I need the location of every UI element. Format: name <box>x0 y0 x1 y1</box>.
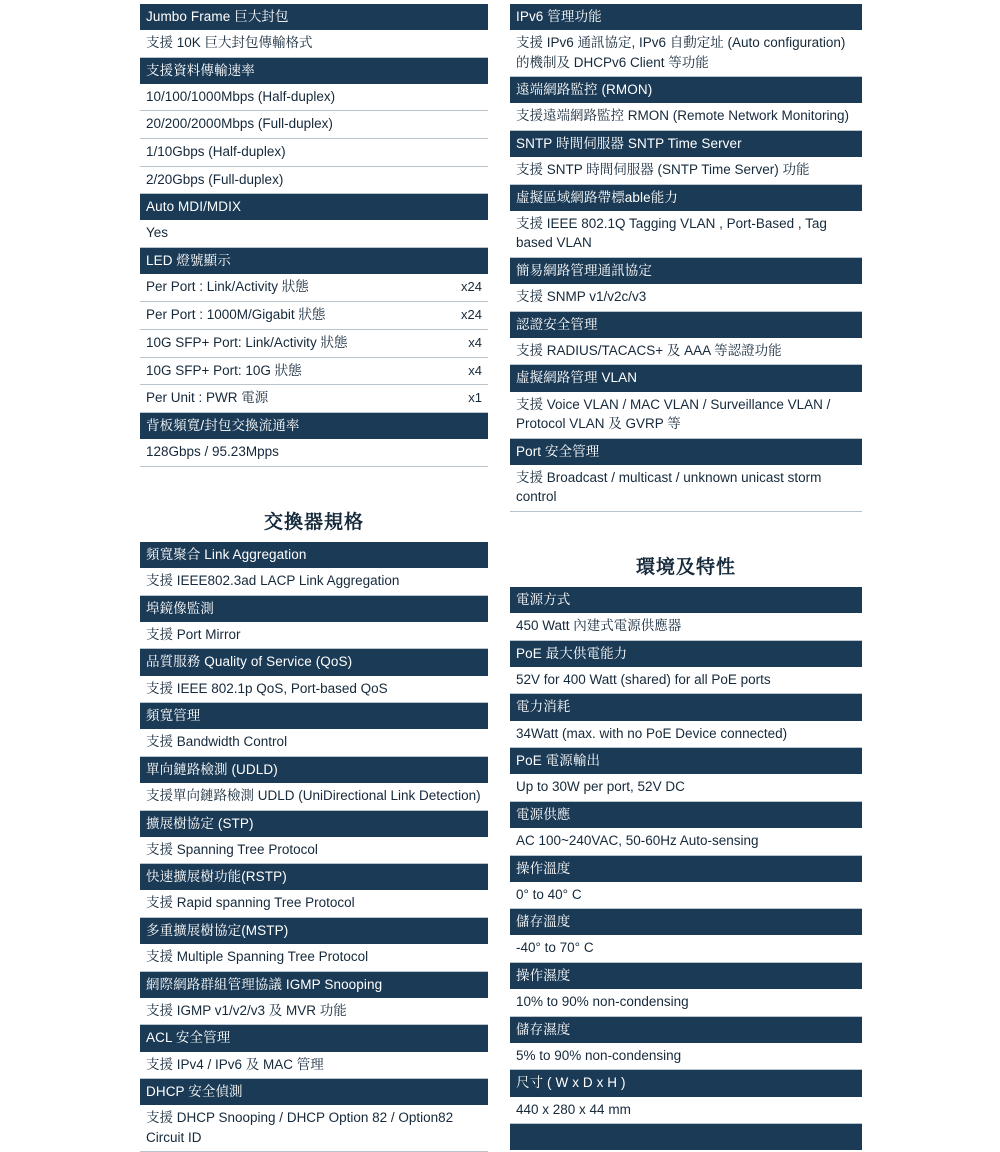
spec-value-text: 128Gbps / 95.23Mpps <box>146 444 279 460</box>
spec-value-text: 10% to 90% non-condensing <box>516 994 689 1010</box>
spec-category-header: 簡易網路管理通訊協定 <box>510 258 862 284</box>
section-title: 交換器規格 <box>263 511 364 533</box>
spec-value-row <box>140 111 488 139</box>
spec-value-text: 支援 IPv4 / IPv6 及 MAC 管理 <box>146 1056 324 1072</box>
spec-value-row <box>140 439 488 467</box>
spec-value-text: 支援單向鏈路檢測 UDLD (UniDirectional Link Detection) <box>146 787 481 803</box>
spec-category-header: 擴展樹協定 (STP) <box>140 811 488 837</box>
spec-value-text: 支援 Multiple Spanning Tree Protocol <box>146 949 369 965</box>
spec-value-row <box>140 30 488 58</box>
spec-value-row <box>510 721 862 749</box>
spec-value-text: 0° to 40° C <box>516 886 582 902</box>
spec-category-header: 尺寸 ( W x D x H ) <box>510 1070 862 1096</box>
spec-value-text: 52V for 400 Watt (shared) for all PoE ports <box>516 671 771 687</box>
spec-value-row <box>510 667 862 695</box>
spec-category-header: 認證安全管理 <box>510 312 862 338</box>
spec-value-row <box>140 676 488 704</box>
spec-category-header: 多重擴展樹協定(MSTP) <box>140 918 488 944</box>
spec-value-row <box>510 828 862 856</box>
spec-value-text: 10/100/1000Mbps (Half-duplex) <box>146 88 336 104</box>
spec-quantity: x24 <box>461 306 482 322</box>
section-gap <box>140 467 488 481</box>
spec-value-text: 支援 IEEE 802.1Q Tagging VLAN , Port-Based , Tag based VLAN <box>516 215 827 251</box>
spec-value-text: Up to 30W per port, 52V DC <box>516 779 685 795</box>
spec-value-text: 支援 Bandwidth Control <box>146 734 288 750</box>
spec-value-text: 34Watt (max. with no PoE Device connected) <box>516 725 788 741</box>
spec-category-header: 頻寬聚合 Link Aggregation <box>140 542 488 568</box>
spec-value-text: 支援 Spanning Tree Protocol <box>146 841 318 857</box>
spec-quantity: x4 <box>468 362 482 378</box>
spec-category-header: 虛擬區域網路帶標able能力 <box>510 185 862 211</box>
spec-value-text: Per Port : 1000M/Gigabit 狀態 <box>146 306 326 322</box>
spec-value-row <box>140 139 488 167</box>
spec-value-text: 10G SFP+ Port: Link/Activity 狀態 <box>146 334 348 350</box>
spec-value-row <box>140 783 488 811</box>
spec-value-text: 支援 Broadcast / multicast / unknown unicast storm control <box>516 469 822 505</box>
spec-value-row <box>510 882 862 910</box>
spec-value-row <box>510 935 862 963</box>
spec-value-text: 5% to 90% non-condensing <box>516 1047 682 1063</box>
spec-value-text: 450 Watt 內建式電源供應器 <box>516 618 682 634</box>
spec-value-row <box>140 84 488 112</box>
spec-value-text: 支援 Rapid spanning Tree Protocol <box>146 895 355 911</box>
spec-value-text: Yes <box>146 225 169 241</box>
spec-value-row <box>140 837 488 865</box>
spec-value-row <box>510 774 862 802</box>
spec-category-header: 電源供應 <box>510 802 862 828</box>
spec-value-text: 支援 10K 巨大封包傳輸格式 <box>146 35 313 51</box>
spec-value-row <box>510 989 862 1017</box>
spec-value-row <box>140 998 488 1026</box>
spec-value-row <box>140 729 488 757</box>
spec-category-header: PoE 最大供電能力 <box>510 641 862 667</box>
spec-value-text: 440 x 280 x 44 mm <box>516 1101 631 1117</box>
spec-category-header: 網際網路群組管理協議 IGMP Snooping <box>140 972 488 998</box>
spec-value-text: -40° to 70° C <box>516 940 594 956</box>
spec-value-row <box>510 284 862 312</box>
spec-value-text: 10G SFP+ Port: 10G 狀態 <box>146 362 302 378</box>
spec-category-header: 電力消耗 <box>510 694 862 720</box>
spec-value-row <box>140 220 488 248</box>
section-title: 環境及特性 <box>635 557 736 578</box>
right-spec-column <box>510 4 862 1152</box>
spec-value-row <box>510 1043 862 1071</box>
spec-quantity: x24 <box>461 279 482 294</box>
spec-value-text: 20/200/2000Mbps (Full-duplex) <box>146 116 333 132</box>
spec-category-header: PoE 電源輸出 <box>510 748 862 774</box>
spec-category-header: SNTP 時間伺服器 SNTP Time Server <box>510 131 862 157</box>
spec-value-row <box>140 330 488 358</box>
spec-category-header: Port 安全管理 <box>510 439 862 465</box>
spec-value-row <box>140 385 488 413</box>
spec-value-row <box>510 392 862 439</box>
spec-category-header: DHCP 安全偵測 <box>140 1079 488 1105</box>
spec-value-text: 支援 IEEE802.3ad LACP Link Aggregation <box>146 573 400 589</box>
section-gap <box>510 512 862 526</box>
spec-value-text: 支援遠端網路監控 RMON (Remote Network Monitoring) <box>516 108 850 124</box>
spec-value-text: 2/20Gbps (Full-duplex) <box>146 171 284 187</box>
spec-value-row <box>140 944 488 972</box>
spec-value-row <box>140 622 488 650</box>
spec-value-row <box>510 1097 862 1125</box>
spec-value-text: AC 100~240VAC, 50-60Hz Auto-sensing <box>516 833 759 849</box>
spec-category-header: 頻寬管理 <box>140 703 488 729</box>
spec-value-text: 支援 Voice VLAN / MAC VLAN / Surveillance VLAN / Protocol VLAN 及 GVRP 等 <box>516 396 831 432</box>
spec-category-header: IPv6 管理功能 <box>510 4 862 30</box>
spec-category-header <box>510 1124 862 1150</box>
spec-category-header: 虛擬網路管理 VLAN <box>510 365 862 391</box>
spec-value-text: 支援 SNMP v1/v2c/v3 <box>516 289 647 305</box>
spec-value-text: 支援 RADIUS/TACACS+ 及 AAA 等認證功能 <box>516 342 782 358</box>
spec-value-row <box>510 30 862 77</box>
spec-category-header: 品質服務 Quality of Service (QoS) <box>140 649 488 675</box>
spec-value-text: 支援 IPv6 通訊協定, IPv6 自動定址 (Auto configuration) 的機制及 DHCPv6 Client 等功能 <box>516 35 846 70</box>
spec-category-header: Auto MDI/MDIX <box>140 194 488 220</box>
spec-value-row <box>140 1052 488 1080</box>
spec-quantity: x1 <box>468 390 482 406</box>
two-column-layout <box>0 4 1000 1152</box>
spec-value-text: 支援 DHCP Snooping / DHCP Option 82 / Option82 Circuit ID <box>146 1110 454 1145</box>
spec-value-row <box>510 211 862 258</box>
spec-category-header: 操作溫度 <box>510 856 862 882</box>
spec-quantity: x4 <box>468 334 482 350</box>
spec-value-row <box>140 167 488 195</box>
spec-category-header: Jumbo Frame 巨大封包 <box>140 4 488 30</box>
left-spec-column <box>140 4 488 1152</box>
spec-value-text: 支援 Port Mirror <box>146 626 241 642</box>
spec-category-header: 遠端網路監控 (RMON) <box>510 77 862 103</box>
spec-value-row <box>510 465 862 512</box>
spec-value-row <box>510 338 862 366</box>
spec-category-header: 電源方式 <box>510 587 862 613</box>
spec-value-text: Per Unit : PWR 電源 <box>146 390 269 406</box>
spec-value-text: 支援 IGMP v1/v2/v3 及 MVR 功能 <box>146 1002 347 1018</box>
spec-value-row <box>140 358 488 386</box>
spec-category-header: ACL 安全管理 <box>140 1025 488 1051</box>
spec-value-text: Per Port : Link/Activity 狀態 <box>146 279 309 294</box>
spec-category-header: 背板頻寬/封包交換流通率 <box>140 413 488 439</box>
spec-category-header: LED 燈號顯示 <box>140 248 488 274</box>
spec-category-header: 快速擴展樹功能(RSTP) <box>140 864 488 890</box>
spec-value-text: 支援 SNTP 時間伺服器 (SNTP Time Server) 功能 <box>516 162 810 178</box>
spec-value-row <box>140 890 488 918</box>
spec-value-row <box>140 302 488 330</box>
spec-category-header: 單向鏈路檢測 (UDLD) <box>140 757 488 783</box>
spec-category-header: 儲存濕度 <box>510 1017 862 1043</box>
spec-value-row <box>140 1105 488 1152</box>
spec-value-text: 1/10Gbps (Half-duplex) <box>146 144 286 159</box>
spec-value-row <box>140 274 488 302</box>
spec-category-header: 儲存溫度 <box>510 909 862 935</box>
spec-value-row <box>510 157 862 185</box>
spec-category-header: 操作濕度 <box>510 963 862 989</box>
spec-value-text: 支援 IEEE 802.1p QoS, Port-based QoS <box>146 680 388 696</box>
spec-category-header: 埠鏡像監測 <box>140 596 488 622</box>
spec-value-row <box>510 103 862 131</box>
spec-value-row <box>510 613 862 641</box>
spec-category-header: 支援資料傳輸速率 <box>140 58 488 84</box>
spec-value-row <box>140 568 488 596</box>
